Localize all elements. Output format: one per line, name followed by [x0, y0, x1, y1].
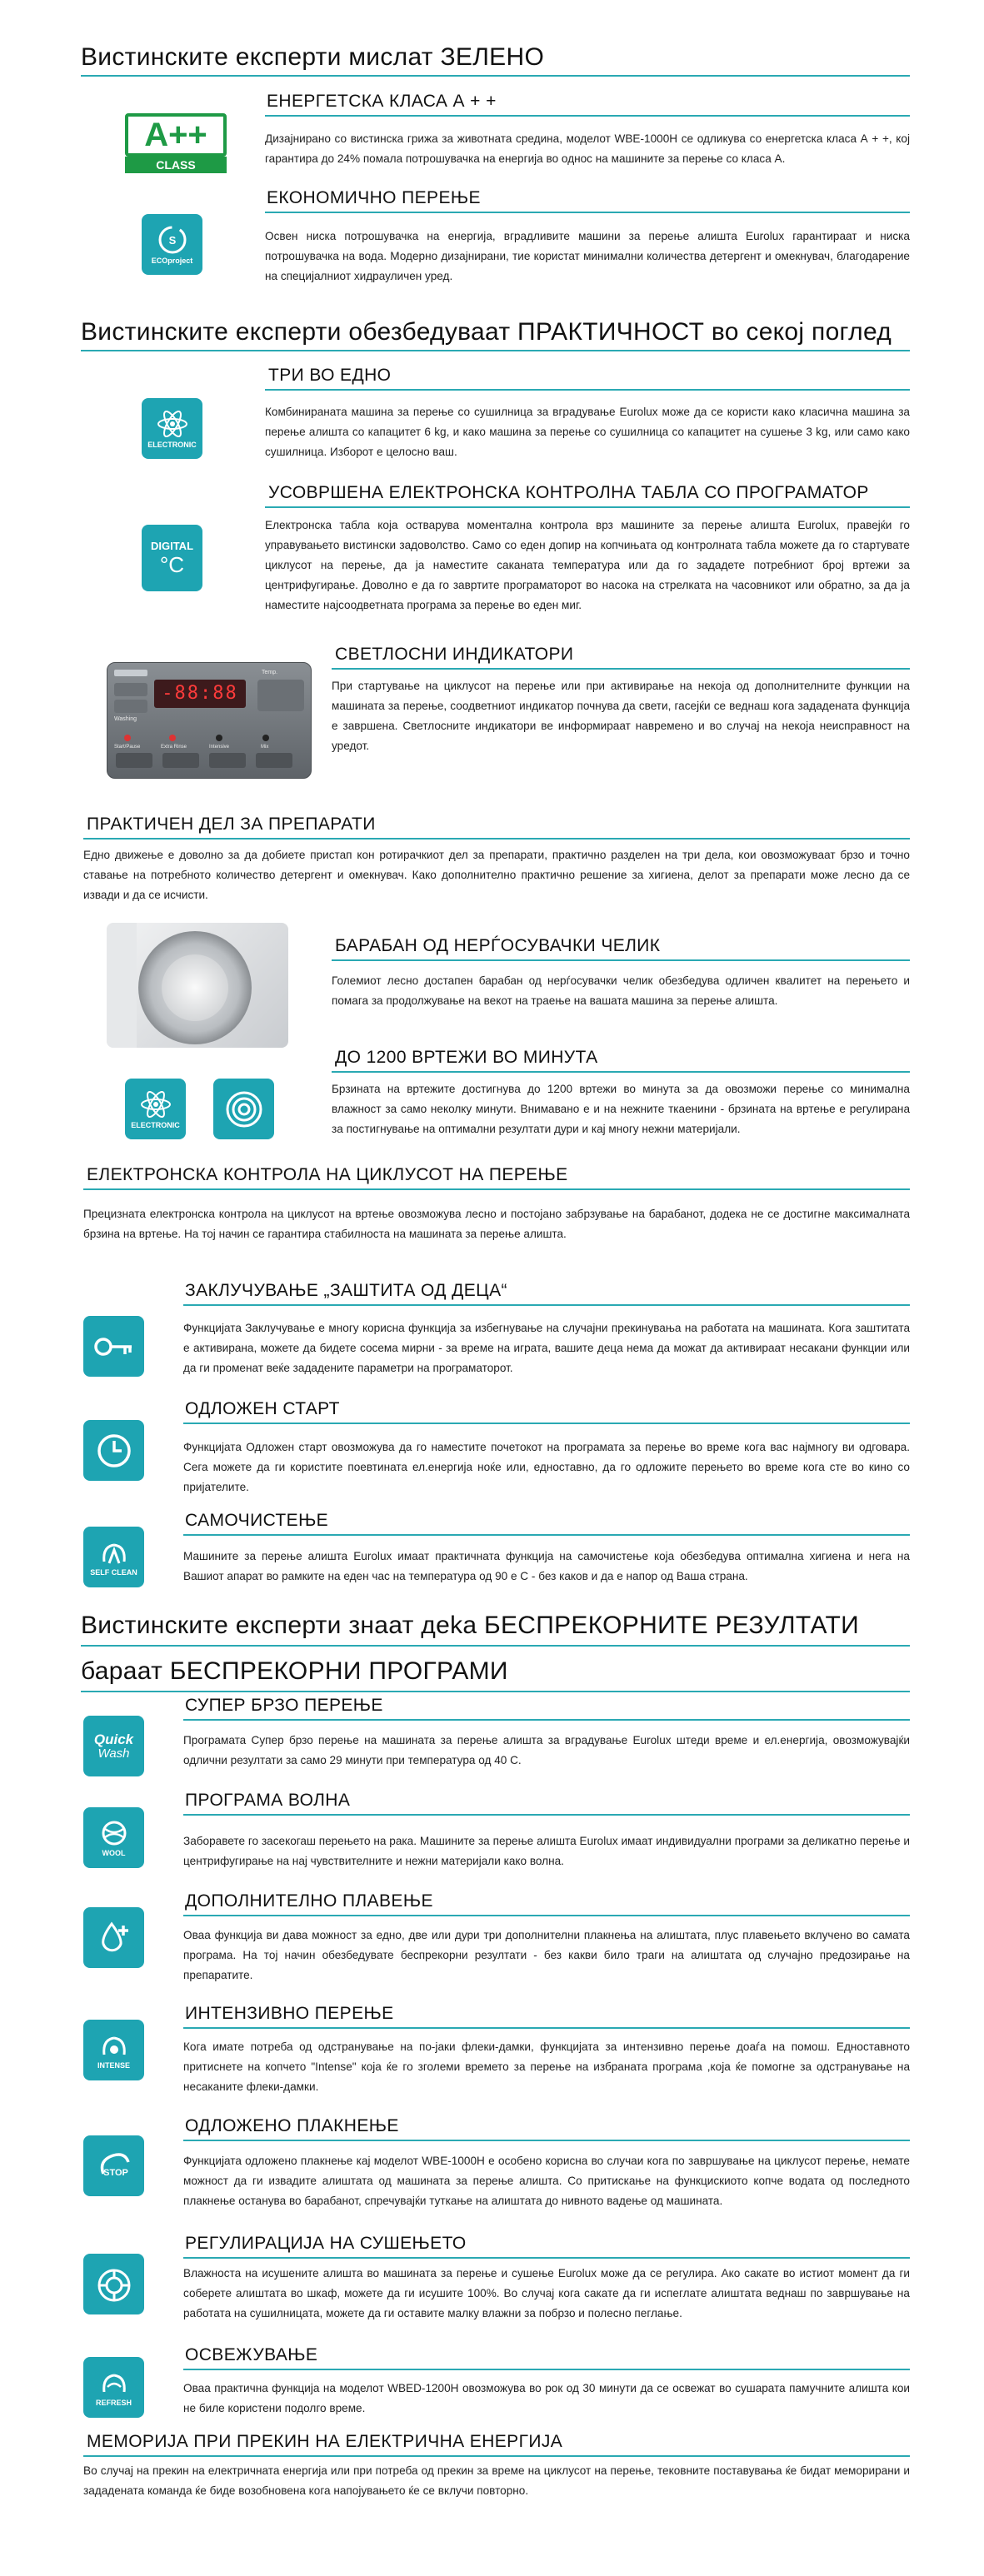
- section-title: ДОПОЛНИТЕЛНО ПЛАВЕЊЕ: [185, 1891, 433, 1911]
- section-text: Во случај на прекин на електричната енергија или при потреба од прекин за време на циклусот на перење, тековните поставувања ќе бидат меморирани и зададената команда ќе биде возобновена кога напојувањето ќе се вклучи повторно.: [83, 2464, 910, 2497]
- divider: [183, 1423, 910, 1424]
- section-text: Функцијата Заклучување е многу корисна функција за избегнување на случајни прекинувања на работата на машината. Кога заштитата е активирана, можете да бидете сосема мирни - за време на играта, вашите деца нема да можат да активираат несакани функции или да ги променат веќе зададените параметри на програматорот.: [183, 1322, 910, 1374]
- section-title: ПРАКТИЧЕН ДЕЛ ЗА ПРЕПАРАТИ: [87, 815, 376, 834]
- section-title: БАРАБАН ОД НЕРЃОСУВАЧКИ ЧЕЛИК: [335, 936, 661, 955]
- electronic-icon: ELECTRONIC: [125, 1079, 186, 1139]
- section-text: При стартување на циклусот на перење или при активирање на некоја од дополнителните функции на машината за перење, соодветниот индикатор почнува да свети, гасејќи се веднаш кога зададената функција е завршена. Светлосните индикатори ве информираат навремено и во случај на некоја неисправност на уредот.: [332, 680, 910, 752]
- section-text: Програмата Супер брзо перење на машината за перење алишта за вградување Eurolux штеди време и ел.енергија, овозможувајќи одлични резултати за само 29 минути при температура од 40 С.: [183, 1734, 910, 1766]
- section-title: ОДЛОЖЕНО ПЛАКНЕЊЕ: [185, 2116, 399, 2135]
- section-text: Кога имате потреба од одстранување на по-јаки флеки-дамки, функцијата за интензивно перење доаѓа на помош. Едноставното притиснете на копчето "Intense" која ќе го зголеми времето за перење на избраната програма ,која ќе помогне за одстранување на несаканите флеки-дамки.: [183, 2040, 910, 2093]
- section-title: МЕМОРИЈА ПРИ ПРЕКИН НА ЕЛЕКТРИЧНА ЕНЕРГИЈА: [87, 2432, 563, 2451]
- section-text: Комбинираната машина за перење со сушилница за вградување Eurolux може да се користи како класична машина за перење алишта со капацитет 6 kg, и како машина за перење со сушилница со капацитет на сушење 3 kg, или само како сушилница. Изборот е целосно ваш.: [265, 406, 910, 458]
- section-title: ЗАКЛУЧУВАЊЕ „ЗАШТИТА ОД ДЕЦА“: [185, 1281, 507, 1300]
- divider: [183, 1915, 910, 1916]
- self-clean-icon: SELF CLEAN: [83, 1527, 144, 1587]
- dry-level-icon: [83, 2254, 144, 2314]
- section-text: Функцијата одложено плакнење кај моделот WBE-1000H е особено корисна во случаи кога по завршување на циклусот перење, немате можност да ги извадите алиштата од машината за перење алишта. Со притискање на функцискиото копче водата од последното плакнење останува во барабанот, спречувајќи туткање на алиштата до нивното вадење од машината.: [183, 2155, 910, 2207]
- section-text: Заборавете го засекогаш перењето на рака. Машините за перење алишта Eurolux имаат индивидуални програми за деликатно перење и центрифугирање на нај чувствителните и нежни материјали како волна.: [183, 1835, 910, 1867]
- section-text: Прецизната електронска контрола на циклусот на вртење овозможува лесно и постојано забрзување на барабанот, додека не се достигне максималната брзина на вртење. На тој начин се гарантира стабилноста на машината за перење алишта.: [83, 1208, 910, 1240]
- section-title: ПРОГРАМА ВОЛНА: [185, 1791, 351, 1810]
- drum-image: [107, 923, 288, 1048]
- section-title: УСОВРШЕНА ЕЛЕКТРОНСКА КОНТРОЛНА ТАБЛА СО ПРОГРАМАТОР: [268, 483, 869, 502]
- led-display: -88:88: [154, 680, 246, 708]
- divider: [183, 2027, 910, 2029]
- heading-green: Вистинските експерти мислат ЗЕЛЕНО: [81, 43, 545, 71]
- svg-text:S: S: [168, 233, 176, 247]
- divider: [183, 2140, 910, 2141]
- digital-thermometer-icon: DIGITAL °C: [142, 525, 202, 591]
- section-title: ЕНЕРГЕТСКА КЛАСА А + +: [267, 92, 497, 111]
- key-icon: [83, 1316, 144, 1377]
- spin-icon: [213, 1079, 274, 1139]
- eco-project-icon: S ECOproject: [142, 214, 202, 275]
- clock-icon: [83, 1420, 144, 1481]
- refresh-icon: REFRESH: [83, 2357, 144, 2418]
- electronic-icon: ELECTRONIC: [142, 398, 202, 459]
- section-title: ТРИ ВО ЕДНО: [268, 366, 392, 385]
- divider: [183, 2369, 910, 2370]
- section-text: Брзината на вртежите достигнува до 1200 вртежи во минута за да овозможи перење со минимална влажност за само неколку минути. Внимавано е и на нежните ткаенини - брзината на вртење е регулирана за постигнување на оптимални резултати дури и кај многу нежни материјали.: [332, 1083, 910, 1135]
- section-text: Функцијата Одложен старт овозможува да го наместите почетокот на програмата за перење во време кога вас најмногу ви одговара. Сега можете да ги користите поевтината ел.енергија ноќе или, едноставно, да го одложите перењето во време кога сте во кино со пријателите.: [183, 1441, 910, 1493]
- energy-class-icon: A++ CLASS: [125, 113, 227, 173]
- intense-icon: INTENSE: [83, 2020, 144, 2080]
- divider: [81, 75, 910, 77]
- section-title: ЕЛЕКТРОНСКА КОНТРОЛА НА ЦИКЛУСОТ НА ПЕРЕЊЕ: [87, 1165, 568, 1184]
- divider: [83, 2455, 910, 2457]
- divider: [81, 1691, 910, 1692]
- wool-icon: WOOL: [83, 1807, 144, 1868]
- divider: [183, 1719, 910, 1721]
- divider: [183, 1304, 910, 1306]
- divider: [265, 115, 910, 117]
- svg-text:STOP: STOP: [102, 2167, 128, 2178]
- section-title: ДО 1200 ВРТЕЖИ ВО МИНУТА: [335, 1048, 598, 1067]
- divider: [183, 1534, 910, 1536]
- divider: [83, 838, 910, 840]
- section-title: РЕГУЛИРАЦИЈА НА СУШЕЊЕТО: [185, 2234, 467, 2253]
- section-text: Големиот лесно достапен барабан од нерѓосувачки челик обезбедува одличен квалитет на перењето и помага за продолжување на векот на траење на вашата машина за перење алишта.: [332, 974, 910, 1007]
- divider: [83, 1188, 910, 1190]
- divider: [332, 668, 910, 670]
- divider: [183, 2257, 910, 2259]
- divider: [332, 1071, 910, 1073]
- section-text: Оваа практична функција на моделот WBED-1200H овозможува во рок од 30 минути да се освежат во сушарата памучните алишта кои не биле користени подолго време.: [183, 2382, 910, 2414]
- section-title: ИНТЕНЗИВНО ПЕРЕЊЕ: [185, 2004, 394, 2023]
- section-text: Едно движење е доволно за да добиете пристап кон ротирачкиот дел за препарати, практично разделен на три дела, кои овозможуваат брзо и точно ставање на потребното количество детергент и омекнувач. Како дополнително практично решение за хигиена, делот за препарати може лесно да се извади и да се исчисти.: [83, 849, 910, 901]
- extra-rinse-icon: [83, 1907, 144, 1968]
- section-title: ОДЛОЖЕН СТАРТ: [185, 1399, 340, 1418]
- section-title: САМОЧИСТЕЊЕ: [185, 1511, 329, 1530]
- control-panel-image: Washing -88:88 Temp. Start/Pause Extra Rinse Intensive Mix: [107, 662, 312, 779]
- divider: [183, 1814, 910, 1816]
- section-title: ОСВЕЖУВАЊЕ: [185, 2345, 318, 2364]
- divider: [265, 212, 910, 213]
- section-title: ЕКОНОМИЧНО ПЕРЕЊЕ: [267, 188, 481, 207]
- divider: [265, 506, 910, 508]
- section-title: СУПЕР БРЗО ПЕРЕЊЕ: [185, 1696, 383, 1715]
- quick-wash-icon: Quick Wash: [83, 1716, 144, 1776]
- divider: [332, 959, 910, 961]
- heading-results-2: бараат БЕСПРЕКОРНИ ПРОГРАМИ: [81, 1657, 508, 1685]
- divider: [81, 1645, 910, 1647]
- stop-icon: [83, 2135, 144, 2196]
- divider: [265, 389, 910, 391]
- divider: [81, 350, 910, 351]
- section-title: СВЕТЛОСНИ ИНДИКАТОРИ: [335, 645, 574, 664]
- section-text: Електронска табла која остварува моментална контрола врз машините за перење алишта Eurolux, правејќи го управувањето вистински задоволство. Само со еден допир на копчињата од контролната табла можете да го стартувате циклусот на перење, да ја наместите саканата температура или да го зададете потребниот број вртежи за центрифугирање. Доволно е да го завртите програматорот во насока на стрелката на часовникот или обратно, за да ја наместите најсоодветната програма за перење во еден миг.: [265, 519, 910, 611]
- section-text: Машините за перење алишта Eurolux имаат практичната функција на самочистење која обезбедува оптимална хигиена и нега на Вашиот апарат во рамките на еден час на температура од 90 е С - без каков и да е напор од Ваша страна.: [183, 1550, 910, 1582]
- section-text: Влажноста на исушените алишта во машината за перење и сушење Eurolux може да се регулира. Ако сакате во истиот момент да ги соберете алиштата во шкаф, можете да ги исушите 100%. Во случај кога сакате да ги испеглате алиштата веднаш по завршување на работата на сушилницата, можете да ги оставите малку влажни за побрзо и полесно пеглање.: [183, 2267, 910, 2319]
- heading-results-1: Вистинските експерти знаат деka БЕСПРЕКОРНИТЕ РЕЗУЛТАТИ: [81, 1612, 859, 1639]
- section-text: Освен ниска потрошувачка на енергија, вградливите машини за перење алишта Eurolux гарантираат и ниска потрошувачка на вода. Модерно дизајнирани, тие користат минимални количества детергент и омекнувач, благодарение на специјалниот хидрауличен уред.: [265, 230, 910, 282]
- section-text: Дизајнирано со вистинска грижа за животната средина, моделот WBE-1000H се одликува со енергетска класа А + +, кој гарантира до 24% помала потрошувачка на енергија во однос на машините за перење со класа А.: [265, 132, 910, 165]
- heading-practical: Вистинските експерти обезбедуваат ПРАКТИЧНОСТ во секој поглед: [81, 318, 892, 346]
- section-text: Оваа функција ви дава можност за едно, две или дури три дополнителни плакнења на алиштата, плус плавењето вклучено во самата програма. На тој начин обезбедувате беспрекорни резултати - без какви било траги на алиштата од случајно предозирање на препаратите.: [183, 1929, 910, 1981]
